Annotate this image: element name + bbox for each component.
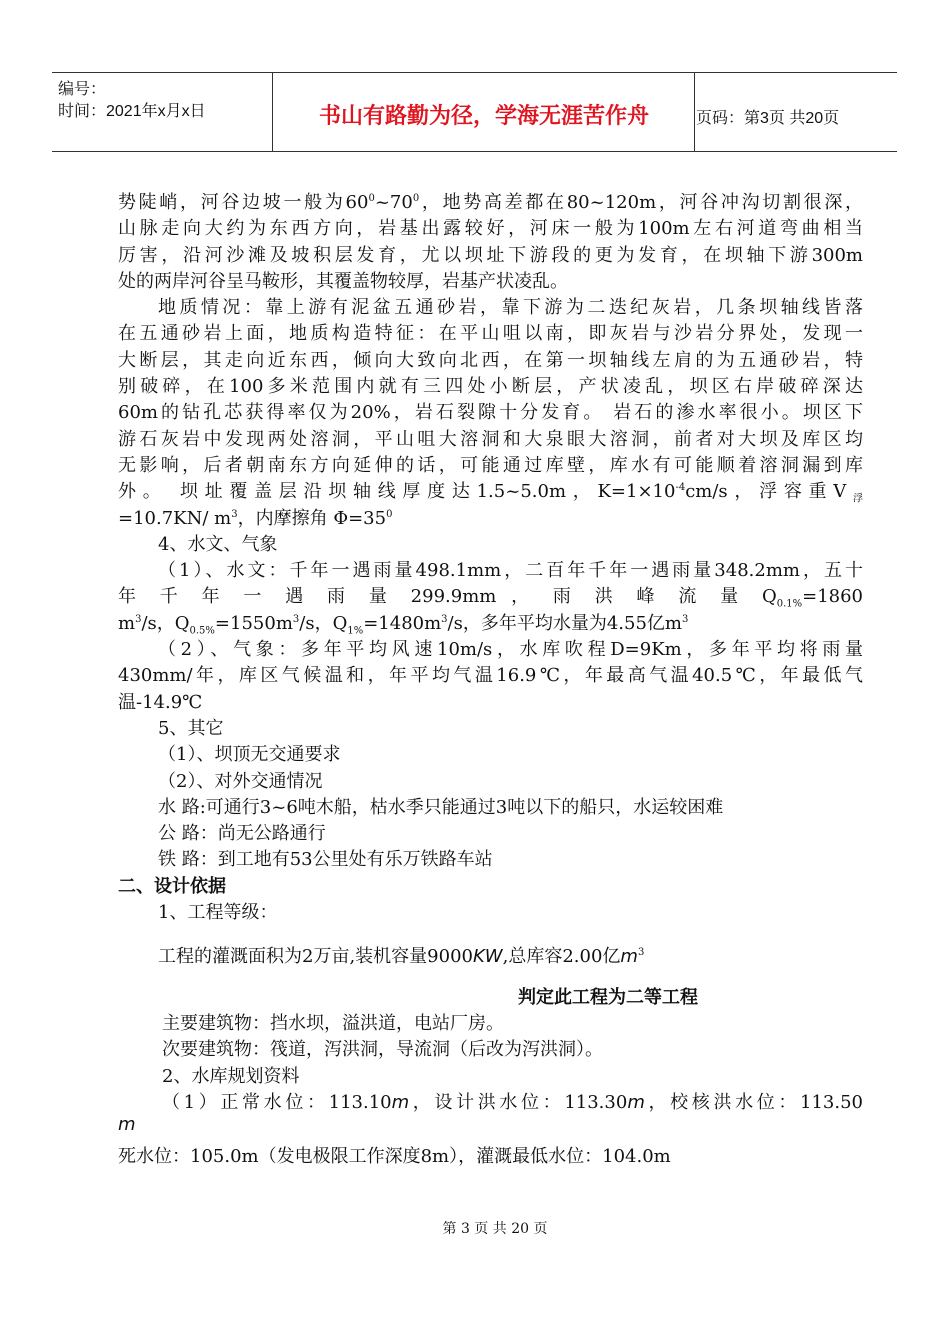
header-meta: [58, 79, 206, 123]
text-line: （1）、坝顶无交通要求: [158, 744, 341, 766]
text-line: 游石灰岩中发现两处溶洞，平山咀大溶洞和大泉眼大溶洞，前者对大坝及库区均: [118, 428, 863, 450]
text-line: 大断层，其走向近东西，倾向大致向北西，在第一坝轴线左肩的为五通砂岩，特: [118, 349, 863, 371]
text-line: 厉害，沿河沙滩及坡积层发育，尤以坝址下游段的更为发育，在坝轴下游300m: [118, 244, 863, 266]
header-divider: [272, 73, 273, 151]
text-line: 水 路:可通行3~6吨木船，枯水季只能通过3吨以下的船只，水运较困难: [158, 796, 724, 818]
text-line: 势陡峭，河谷边坡一般为$60^0\sim 70^0$，地势高差都在80~120m，河谷冲沟切割很深，: [118, 192, 864, 213]
doc-time-label: 时间：2021年x月x日: [58, 103, 206, 120]
page-footer: 第 3 页 共 20 页: [442, 1221, 548, 1237]
header-motto: 书山有路勤为径，学海无涯苦作舟: [318, 104, 649, 129]
text-line: 次要建筑物：筏道，泻洪洞，导流洞（后改为泻洪洞）。: [162, 1039, 603, 1061]
text-line: 工程的灌溉面积为2万亩,装机容量9000KW,总库容2.00亿$m^3$: [158, 946, 645, 968]
text-line: 60m的钻孔芯获得率仅为20%，岩石裂隙十分发育。 岩石的渗水率很小。坝区下: [118, 402, 863, 424]
header-page-label: 页码：第3页 共20页: [696, 110, 840, 127]
text-line: 430mm/年，库区气候温和，年平均气温16.9℃，年最高气温40.5℃，年最低气: [118, 665, 863, 687]
text-line: 处的两岸河谷呈马鞍形，其覆盖物较厚，岩基产状凌乱。: [118, 270, 568, 292]
section-heading: 2、水库规划资料: [162, 1065, 300, 1087]
page-header: [52, 72, 897, 152]
text-line: =10.7KN/ $m^3$，内摩擦角 $\Phi=35^0$: [118, 507, 393, 529]
text-line: 在五通砂岩上面，地质构造特征：在平山咀以南，即灰岩与沙岩分界处，发现一: [118, 323, 863, 345]
text-line: 别破碎，在100多米范围内就有三四处小断层，产状凌乱，坝区右岸破碎深达: [118, 376, 863, 398]
document-body: [118, 190, 863, 1170]
text-line: 年 千 年 一 遇 雨 量 299.9mm ， 雨 洪 峰 流 量 $Q_{0.1\%}=1860$: [118, 586, 863, 611]
text-line: $m^3/s$，$Q_{0.5\%}=1550m^3/s$，$Q_{1\%}=1480m^3/s$，多年平均水量为4.55亿$m^3$: [118, 612, 689, 637]
text-line: 温-14.9℃: [118, 691, 203, 713]
section-heading: 二、设计依据: [118, 875, 226, 897]
section-heading: 4、水文、气象: [158, 533, 278, 555]
text-line: 主要建筑物：挡水坝，溢洪道，电站厂房。: [162, 1012, 504, 1034]
header-divider: [694, 73, 695, 151]
section-heading: 1、工程等级：: [158, 902, 278, 924]
text-line: 山脉走向大约为东西方向，岩基出露较好，河床一般为100m左右河道弯曲相当: [118, 218, 863, 240]
text-line: 死水位：105.0m（发电极限工作深度8m），灌溉最低水位：104.0m: [118, 1146, 671, 1168]
text-line: 公 路：尚无公路通行: [158, 823, 326, 845]
text-line: m: [118, 1114, 136, 1136]
text-line: （1）正常水位：113.10m，设计洪水位：113.30m，校核洪水位：113.50: [162, 1091, 864, 1113]
text-line: （1）、水文：千年一遇雨量498.1mm，二百年千年一遇雨量348.2mm，五十: [158, 560, 863, 582]
text-line: （2）、气象：多年平均风速10m/s，水库吹程D=9Km，多年平均将雨量: [158, 639, 863, 661]
text-line: （2）、对外交通情况: [158, 770, 323, 792]
text-line: 铁 路：到工地有53公里处有乐万铁路车站: [158, 849, 493, 871]
conclusion-text: 判定此工程为二等工程: [518, 986, 698, 1008]
text-line: 无影响，后者朝南东方向延伸的话，可能通过库壁，库水有可能顺着溶洞漏到库: [118, 454, 863, 476]
text-line: 地质情况：靠上游有泥盆五通砂岩，靠下游为二迭纪灰岩，几条坝轴线皆落: [158, 297, 863, 319]
text-line: 外。 坝址覆盖层沿坝轴线厚度达1.5~5.0m，$K=1\times 10^{-4}cm/s$，浮容重$V_浮$: [118, 481, 863, 505]
section-heading: 5、其它: [158, 717, 224, 739]
doc-number-label: 编号：: [58, 81, 107, 98]
